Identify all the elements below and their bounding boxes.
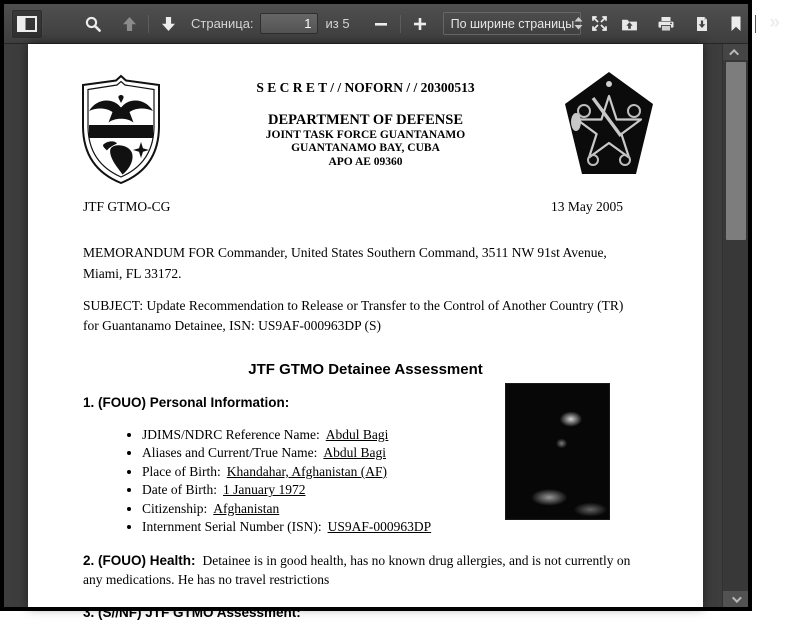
field-value: Abdul Bagi — [323, 445, 386, 461]
page-number-input[interactable] — [260, 13, 318, 34]
field-value: 1 January 1972 — [222, 482, 306, 498]
zoom-out-icon — [373, 16, 389, 32]
toolbar-separator — [400, 15, 401, 33]
office-date-row — [83, 199, 623, 215]
print-button[interactable] — [651, 10, 681, 38]
section2-text: Detainee is in good health, has no known drug allergies, and is not currently on any medications. He has no travel restrictions — [83, 552, 631, 587]
field-value: Khandahar, Afghanistan (AF) — [226, 463, 388, 479]
open-file-icon — [621, 16, 638, 32]
scrollbar-thumb[interactable] — [726, 62, 746, 240]
list-item — [142, 426, 502, 445]
classification-banner: S E C R E T / / NOFORN / / 20300513 — [256, 80, 475, 95]
memo-date: 13 May 2005 — [551, 199, 623, 215]
bookmark-button[interactable] — [721, 10, 751, 38]
search-icon — [84, 15, 102, 33]
scroll-down-button[interactable] — [723, 591, 748, 607]
page-down-icon — [160, 16, 177, 32]
field-value: Abdul Bagi — [325, 426, 389, 442]
next-page-button[interactable] — [153, 10, 183, 38]
list-item — [142, 518, 502, 537]
personal-info-list — [122, 426, 502, 537]
zoom-out-button[interactable] — [366, 10, 396, 38]
office-symbol: JTF GTMO-CG — [83, 199, 171, 215]
list-item — [142, 500, 502, 519]
zoom-in-button[interactable] — [405, 10, 435, 38]
section2-heading: 2. (FOUO) Health: — [83, 552, 196, 568]
document-title: JTF GTMO Detainee Assessment — [248, 360, 483, 378]
detainee-photo — [505, 383, 610, 520]
presentation-mode-icon — [591, 15, 608, 32]
toolbar-separator — [755, 15, 756, 33]
pdf-page — [28, 44, 703, 620]
page-up-icon — [121, 16, 138, 32]
list-item — [142, 444, 502, 463]
section2-paragraph — [83, 551, 631, 589]
list-item — [142, 463, 502, 482]
field-label: Citizenship: — [142, 500, 208, 516]
page-count-label: из 5 — [325, 16, 350, 31]
agency-line: APO AE 09360 — [328, 155, 403, 168]
toolbar-separator — [148, 15, 149, 33]
section1-heading: 1. (FOUO) Personal Information: — [83, 394, 290, 410]
open-file-button[interactable] — [615, 10, 645, 38]
chevron-up-icon — [729, 48, 739, 58]
select-arrows-icon — [574, 17, 583, 30]
download-icon — [694, 16, 710, 32]
previous-page-button[interactable] — [114, 10, 144, 38]
page-content — [28, 44, 703, 620]
sidebar-toggle-icon — [17, 16, 37, 32]
scroll-up-button[interactable] — [723, 44, 748, 60]
field-label: Internment Serial Number (ISN): — [142, 519, 322, 535]
print-icon — [657, 16, 675, 32]
southcom-shield-emblem — [78, 74, 164, 186]
zoom-in-icon — [412, 16, 428, 32]
field-value: US9AF-000963DP — [327, 519, 432, 535]
page-label: Страница: — [191, 16, 254, 31]
chevron-down-icon — [732, 593, 742, 603]
memo-for-line: MEMORANDUM FOR Commander, United States Southern Command, 3511 NW 91st Avenue, Miami, FL 33172. — [83, 245, 607, 281]
presentation-mode-button[interactable] — [585, 10, 615, 38]
field-label: JDIMS/NDRC Reference Name: — [142, 426, 320, 442]
more-tools-button[interactable] — [760, 10, 790, 38]
section3-heading: 3. (S//NF) JTF GTMO Assessment: — [83, 604, 301, 620]
toolbar-right-cluster — [615, 10, 790, 38]
subject-line: SUBJECT: Update Recommendation to Release or Transfer to the Control of Another Country (TR) for Guantanamo Detainee, ISN: US9AF-000963DP (S) — [83, 297, 624, 333]
zoom-select-value: По ширине страницы — [450, 16, 575, 31]
field-label: Aliases and Current/True Name: — [142, 445, 318, 461]
agency-line: GUANTANAMO BAY, CUBA — [291, 142, 440, 155]
zoom-select[interactable] — [443, 12, 581, 35]
download-button[interactable] — [687, 10, 717, 38]
jtf-gtmo-pentagon-emblem — [563, 70, 655, 176]
list-item — [142, 481, 502, 500]
field-label: Place of Birth: — [142, 463, 221, 479]
pdf-toolbar — [4, 4, 780, 44]
agency-line: JOINT TASK FORCE GUANTANAMO — [265, 128, 466, 141]
bookmark-icon — [729, 16, 743, 32]
vertical-scrollbar — [722, 44, 748, 607]
pdf-viewer-area — [4, 44, 748, 620]
field-label: Date of Birth: — [142, 482, 217, 498]
field-value: Afghanistan — [213, 500, 280, 516]
search-button[interactable] — [78, 10, 108, 38]
more-tools-icon: » — [769, 11, 780, 33]
sidebar-toggle-button[interactable] — [12, 10, 42, 38]
agency-line: DEPARTMENT OF DEFENSE — [268, 112, 463, 128]
